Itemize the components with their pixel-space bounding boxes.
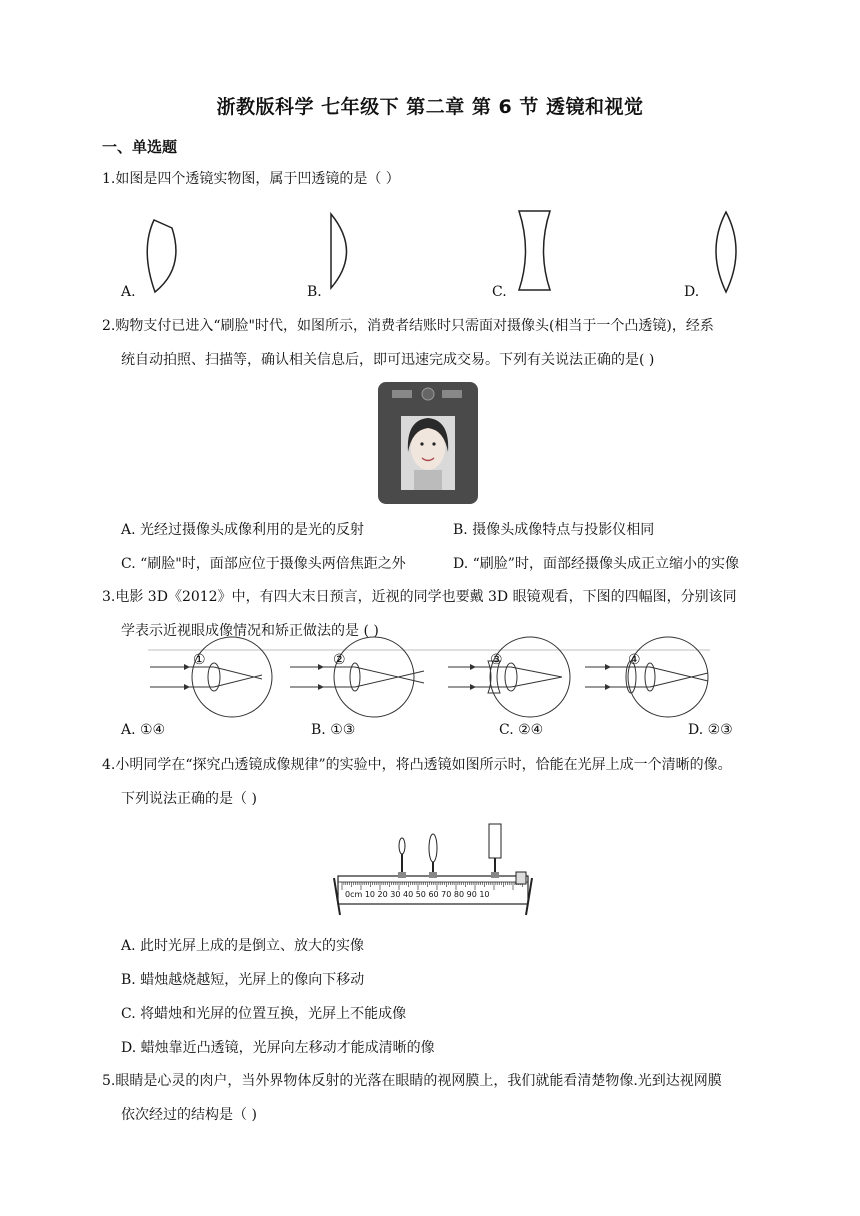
question-2-stem-line2: 统自动拍照、扫描等，确认相关信息后，即可迅速完成交易。下列有关说法正确的是( ) <box>121 352 655 368</box>
question-3-stem-line2: 学表示近视眼成像情况和矫正做法的是 ( ) <box>121 623 379 639</box>
eye-label-3: ③ <box>490 652 503 668</box>
q1-option-b[interactable]: B. <box>307 284 322 300</box>
document-title: 浙教版科学 七年级下 第二章 第 6 节 透镜和视觉 <box>216 96 644 118</box>
q3-option-a[interactable]: A. ①④ <box>121 722 166 738</box>
q4-option-c[interactable]: C. 将蜡烛和光屏的位置互换，光屏上不能成像 <box>121 1006 407 1022</box>
q2-option-b[interactable]: B. 摄像头成像特点与投影仪相同 <box>453 522 655 538</box>
question-5-stem-line2: 依次经过的结构是（ ) <box>121 1107 257 1123</box>
question-5-stem-line1: 5.眼睛是心灵的肉户，当外界物体反射的光落在眼睛的视网膜上，我们就能看清楚物像.光到达视网膜 <box>102 1073 722 1089</box>
q4-option-a[interactable]: A. 此时光屏上成的是倒立、放大的实像 <box>121 938 365 954</box>
candle-drawing <box>398 838 406 878</box>
q2-option-c[interactable]: C. “刷脸"时，面部应位于摄像头两倍焦距之外 <box>121 556 406 572</box>
eye-label-2: ② <box>333 652 346 668</box>
q4-option-d[interactable]: D. 蜡烛靠近凸透镜，光屏向左移动才能成清晰的像 <box>121 1040 435 1056</box>
q2-option-d[interactable]: D. “刷脸”时，面部经摄像头成正立缩小的实像 <box>453 556 739 572</box>
eye-label-1: ① <box>193 652 206 668</box>
section-heading: 一、单选题 <box>102 138 178 156</box>
q4-option-b[interactable]: B. 蜡烛越烧越短，光屏上的像向下移动 <box>121 972 365 988</box>
question-1-stem: 1.如图是四个透镜实物图，属于凹透镜的是（ ） <box>102 171 400 187</box>
q1-option-a[interactable]: A. <box>121 284 136 300</box>
q3-option-b[interactable]: B. ①③ <box>311 722 356 738</box>
question-2-stem-line1: 2.购物支付已进入“刷脸"时代，如图所示，消费者结账时只需面对摄像头(相当于一个凸透镜)，经系 <box>102 318 714 334</box>
ruler-scale-labels: 0cm 10 20 30 40 50 60 70 80 90 10 <box>345 890 490 899</box>
question-4-stem-line2: 下列说法正确的是（ ) <box>121 791 257 807</box>
eye-label-4: ④ <box>628 652 641 668</box>
q1-option-d[interactable]: D. <box>684 284 700 300</box>
light-screen-drawing <box>489 824 501 878</box>
q1-option-c[interactable]: C. <box>492 284 507 300</box>
lens-holder-drawing <box>429 834 437 878</box>
q3-option-d[interactable]: D. ②③ <box>688 722 733 738</box>
question-4-stem-line1: 4.小明同学在“探究凸透镜成像规律”的实验中，将凸透镜如图所示时，恰能在光屏上成一个清晰的像。 <box>102 757 732 773</box>
q3-option-c[interactable]: C. ②④ <box>499 722 544 738</box>
question-3-stem-line1: 3.电影 3D《2012》中，有四大末日预言，近视的同学也要戴 3D 眼镜观看，下图的四幅图，分别该同 <box>102 589 737 605</box>
q2-option-a[interactable]: A. 光经过摄像头成像利用的是光的反射 <box>121 522 365 538</box>
